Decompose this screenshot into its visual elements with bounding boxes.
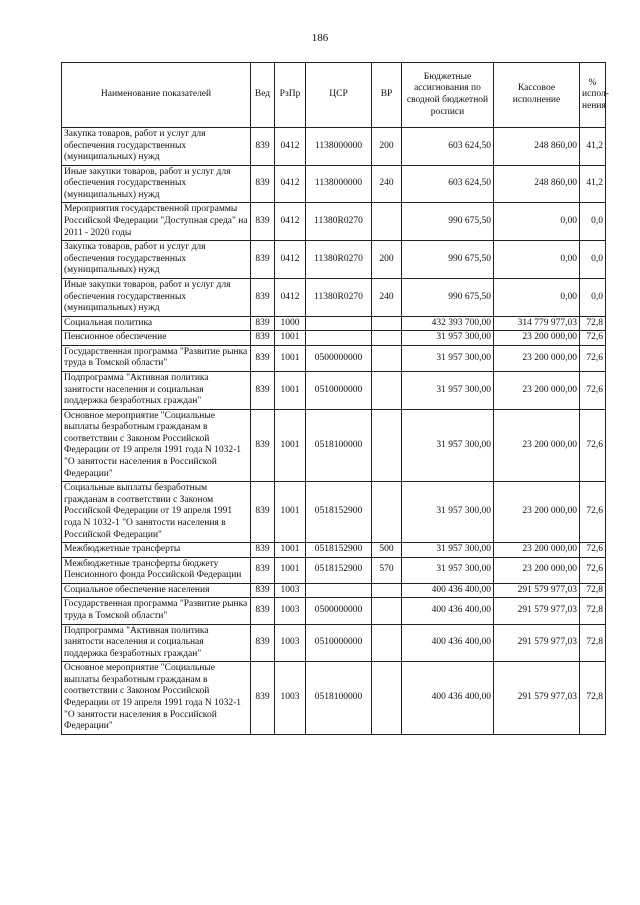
table-row <box>62 128 606 166</box>
cell-rzpr: 1001 <box>275 345 306 371</box>
cell-ved: 839 <box>251 128 275 166</box>
cell-vr: 200 <box>372 241 402 279</box>
cell-name: Закупка товаров, работ и услуг для обеспечения государственных (муниципальных) нужд <box>62 241 251 279</box>
header-cash: Кассовое исполнение <box>494 63 580 128</box>
cell-cash: 291 579 977,03 <box>494 624 580 662</box>
table-row <box>62 241 606 279</box>
cell-ved: 839 <box>251 345 275 371</box>
cell-rzpr: 1001 <box>275 371 306 409</box>
cell-csr: 1138000000 <box>306 128 372 166</box>
cell-csr <box>306 583 372 598</box>
cell-percent: 72,8 <box>580 624 606 662</box>
cell-rzpr: 0412 <box>275 128 306 166</box>
cell-rzpr: 1003 <box>275 598 306 624</box>
cell-csr: 11380R0270 <box>306 203 372 241</box>
table-row <box>62 409 606 481</box>
cell-name: Основное мероприятие "Социальные выплаты безработным гражданам в соответствии с Законом Российской Федерации от 19 апреля 1991 года N 1032-1 "О занятости населения в Российской Федерации" <box>62 662 251 734</box>
cell-name: Пенсионное обеспечение <box>62 331 251 346</box>
table-row <box>62 557 606 583</box>
cell-name: Межбюджетные трансферты бюджету Пенсионного фонда Российской Федерации <box>62 557 251 583</box>
cell-name: Закупка товаров, работ и услуг для обеспечения государственных (муниципальных) нужд <box>62 128 251 166</box>
cell-budget: 31 957 300,00 <box>402 543 494 558</box>
cell-rzpr: 1001 <box>275 557 306 583</box>
table-row <box>62 624 606 662</box>
header-name: Наименование показателей <box>62 63 251 128</box>
cell-csr: 0518100000 <box>306 662 372 734</box>
cell-percent: 72,6 <box>580 331 606 346</box>
cell-cash: 23 200 000,00 <box>494 557 580 583</box>
cell-rzpr: 1001 <box>275 482 306 543</box>
table-header-row <box>62 63 606 128</box>
cell-ved: 839 <box>251 331 275 346</box>
table-row <box>62 662 606 734</box>
cell-name: Мероприятия государственной программы Российской Федерации "Доступная среда" на 2011 - 2020 годы <box>62 203 251 241</box>
table-row <box>62 345 606 371</box>
cell-percent: 41,2 <box>580 128 606 166</box>
header-budget: Бюджетные ассигнования по сводной бюджетной росписи <box>402 63 494 128</box>
cell-cash: 23 200 000,00 <box>494 543 580 558</box>
cell-name: Иные закупки товаров, работ и услуг для обеспечения государственных (муниципальных) нужд <box>62 278 251 316</box>
cell-vr: 200 <box>372 128 402 166</box>
cell-rzpr: 1000 <box>275 316 306 331</box>
cell-budget: 400 436 400,00 <box>402 662 494 734</box>
cell-vr <box>372 203 402 241</box>
cell-name: Подпрограмма "Активная политика занятости населения и социальная поддержка безработных граждан" <box>62 624 251 662</box>
cell-cash: 0,00 <box>494 203 580 241</box>
cell-csr: 0500000000 <box>306 345 372 371</box>
cell-cash: 248 860,00 <box>494 165 580 203</box>
cell-rzpr: 0412 <box>275 278 306 316</box>
cell-csr: 0518152900 <box>306 543 372 558</box>
cell-ved: 839 <box>251 409 275 481</box>
table-row <box>62 203 606 241</box>
cell-budget: 400 436 400,00 <box>402 583 494 598</box>
cell-rzpr: 0412 <box>275 203 306 241</box>
cell-vr <box>372 482 402 543</box>
cell-name: Государственная программа "Развитие рынка труда в Томской области" <box>62 598 251 624</box>
cell-cash: 291 579 977,03 <box>494 662 580 734</box>
cell-rzpr: 0412 <box>275 241 306 279</box>
cell-vr <box>372 583 402 598</box>
cell-ved: 839 <box>251 662 275 734</box>
cell-percent: 0,0 <box>580 241 606 279</box>
cell-name: Государственная программа "Развитие рынка труда в Томской области" <box>62 345 251 371</box>
cell-percent: 72,8 <box>580 583 606 598</box>
cell-rzpr: 1003 <box>275 583 306 598</box>
cell-cash: 0,00 <box>494 278 580 316</box>
table-row <box>62 165 606 203</box>
cell-ved: 839 <box>251 543 275 558</box>
cell-budget: 31 957 300,00 <box>402 482 494 543</box>
cell-cash: 0,00 <box>494 241 580 279</box>
cell-csr: 0518152900 <box>306 557 372 583</box>
cell-percent: 72,6 <box>580 345 606 371</box>
cell-cash: 23 200 000,00 <box>494 409 580 481</box>
cell-percent: 72,6 <box>580 482 606 543</box>
table-row <box>62 316 606 331</box>
cell-vr: 240 <box>372 165 402 203</box>
cell-rzpr: 1001 <box>275 331 306 346</box>
cell-budget: 603 624,50 <box>402 165 494 203</box>
header-rzpr: РзПр <box>275 63 306 128</box>
table-body <box>62 128 606 735</box>
table-row <box>62 371 606 409</box>
cell-ved: 839 <box>251 203 275 241</box>
cell-budget: 400 436 400,00 <box>402 624 494 662</box>
cell-vr: 500 <box>372 543 402 558</box>
cell-name: Социальные выплаты безработным гражданам в соответствии с Законом Российской Федерации от 19 апреля 1991 года N 1032-1 "О занятости населения в Российской Федерации" <box>62 482 251 543</box>
cell-ved: 839 <box>251 278 275 316</box>
cell-budget: 31 957 300,00 <box>402 557 494 583</box>
cell-csr <box>306 331 372 346</box>
cell-ved: 839 <box>251 241 275 279</box>
table-row <box>62 278 606 316</box>
cell-name: Иные закупки товаров, работ и услуг для обеспечения государственных (муниципальных) нужд <box>62 165 251 203</box>
cell-cash: 23 200 000,00 <box>494 331 580 346</box>
table-row <box>62 482 606 543</box>
cell-budget: 400 436 400,00 <box>402 598 494 624</box>
table-row <box>62 543 606 558</box>
cell-percent: 72,6 <box>580 557 606 583</box>
cell-rzpr: 1003 <box>275 662 306 734</box>
table-row <box>62 598 606 624</box>
cell-ved: 839 <box>251 557 275 583</box>
header-vr: ВР <box>372 63 402 128</box>
cell-name: Межбюджетные трансферты <box>62 543 251 558</box>
cell-percent: 72,8 <box>580 598 606 624</box>
cell-vr <box>372 371 402 409</box>
cell-percent: 0,0 <box>580 203 606 241</box>
cell-cash: 23 200 000,00 <box>494 345 580 371</box>
cell-ved: 839 <box>251 583 275 598</box>
cell-ved: 839 <box>251 316 275 331</box>
cell-budget: 990 675,50 <box>402 278 494 316</box>
cell-budget: 603 624,50 <box>402 128 494 166</box>
cell-rzpr: 1001 <box>275 543 306 558</box>
cell-ved: 839 <box>251 624 275 662</box>
cell-cash: 248 860,00 <box>494 128 580 166</box>
cell-name: Социальное обеспечение населения <box>62 583 251 598</box>
cell-csr: 11380R0270 <box>306 241 372 279</box>
cell-name: Подпрограмма "Активная политика занятости населения и социальная поддержка безработных граждан" <box>62 371 251 409</box>
cell-rzpr: 1003 <box>275 624 306 662</box>
cell-budget: 31 957 300,00 <box>402 345 494 371</box>
cell-name: Основное мероприятие "Социальные выплаты безработным гражданам в соответствии с Законом Российской Федерации от 19 апреля 1991 года N 1032-1 "О занятости населения в Российской Федерации" <box>62 409 251 481</box>
cell-cash: 291 579 977,03 <box>494 598 580 624</box>
cell-budget: 31 957 300,00 <box>402 371 494 409</box>
cell-csr: 0510000000 <box>306 371 372 409</box>
cell-vr <box>372 662 402 734</box>
cell-budget: 990 675,50 <box>402 203 494 241</box>
cell-vr <box>372 409 402 481</box>
cell-cash: 23 200 000,00 <box>494 371 580 409</box>
header-csr: ЦСР <box>306 63 372 128</box>
table-row <box>62 331 606 346</box>
cell-percent: 72,6 <box>580 409 606 481</box>
header-percent: % испол-нения <box>580 63 606 128</box>
cell-csr: 0518152900 <box>306 482 372 543</box>
cell-percent: 72,8 <box>580 662 606 734</box>
cell-vr <box>372 624 402 662</box>
cell-budget: 990 675,50 <box>402 241 494 279</box>
cell-budget: 432 393 700,00 <box>402 316 494 331</box>
cell-percent: 72,6 <box>580 371 606 409</box>
cell-csr: 0518100000 <box>306 409 372 481</box>
cell-rzpr: 0412 <box>275 165 306 203</box>
cell-ved: 839 <box>251 165 275 203</box>
cell-percent: 72,8 <box>580 316 606 331</box>
cell-cash: 314 779 977,03 <box>494 316 580 331</box>
cell-name: Социальная политика <box>62 316 251 331</box>
cell-vr: 240 <box>372 278 402 316</box>
cell-budget: 31 957 300,00 <box>402 409 494 481</box>
cell-vr <box>372 598 402 624</box>
cell-ved: 839 <box>251 598 275 624</box>
budget-execution-table <box>61 62 609 735</box>
cell-percent: 0,0 <box>580 278 606 316</box>
cell-vr <box>372 316 402 331</box>
cell-ved: 839 <box>251 371 275 409</box>
cell-cash: 291 579 977,03 <box>494 583 580 598</box>
cell-percent: 41,2 <box>580 165 606 203</box>
cell-vr: 570 <box>372 557 402 583</box>
cell-csr: 0510000000 <box>306 624 372 662</box>
cell-vr <box>372 331 402 346</box>
cell-cash: 23 200 000,00 <box>494 482 580 543</box>
cell-vr <box>372 345 402 371</box>
cell-ved: 839 <box>251 482 275 543</box>
table-row <box>62 583 606 598</box>
cell-percent: 72,6 <box>580 543 606 558</box>
cell-csr: 0500000000 <box>306 598 372 624</box>
cell-rzpr: 1001 <box>275 409 306 481</box>
header-ved: Вед <box>251 63 275 128</box>
page-number: 186 <box>311 32 329 44</box>
cell-csr: 11380R0270 <box>306 278 372 316</box>
cell-csr <box>306 316 372 331</box>
cell-budget: 31 957 300,00 <box>402 331 494 346</box>
cell-csr: 1138000000 <box>306 165 372 203</box>
